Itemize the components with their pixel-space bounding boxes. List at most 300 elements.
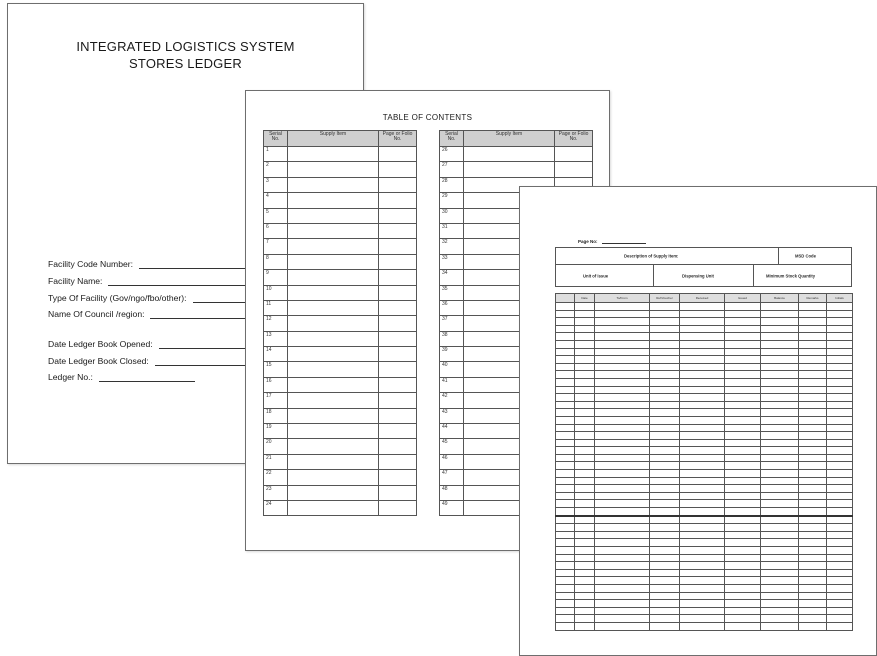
toc-serial-cell: 14 bbox=[264, 347, 288, 362]
ledger-cell bbox=[650, 409, 680, 417]
ledger-cell bbox=[725, 462, 761, 470]
ledger-entry-row bbox=[556, 577, 853, 585]
ledger-entry-row bbox=[556, 310, 853, 318]
ledger-cell bbox=[575, 492, 595, 500]
ledger-cell bbox=[761, 600, 799, 608]
ledger-cell bbox=[556, 303, 575, 311]
ledger-cell bbox=[556, 310, 575, 318]
ledger-cell bbox=[595, 325, 650, 333]
ledger-entry-row bbox=[556, 386, 853, 394]
toc-page-cell bbox=[555, 162, 593, 177]
ledger-cell bbox=[827, 333, 853, 341]
toc-page-cell bbox=[379, 300, 417, 315]
ledger-cell bbox=[650, 447, 680, 455]
ledger-cell bbox=[827, 325, 853, 333]
ledger-cell bbox=[595, 439, 650, 447]
toc-item-header: Supply Item bbox=[464, 131, 555, 147]
ledger-cell bbox=[725, 424, 761, 432]
ledger-cell bbox=[575, 432, 595, 440]
ledger-cell bbox=[650, 539, 680, 547]
ledger-cell bbox=[725, 592, 761, 600]
ledger-cell bbox=[650, 310, 680, 318]
ledger-cell bbox=[556, 592, 575, 600]
ledger-cell bbox=[680, 584, 725, 592]
ledger-cell bbox=[556, 447, 575, 455]
toc-page-cell bbox=[379, 316, 417, 331]
toc-page-cell bbox=[379, 362, 417, 377]
ledger-cell bbox=[799, 439, 827, 447]
ledger-cell bbox=[827, 508, 853, 516]
ledger-entry-row bbox=[556, 378, 853, 386]
ledger-cell bbox=[556, 562, 575, 570]
ledger-cell bbox=[827, 531, 853, 539]
ledger-cell bbox=[575, 401, 595, 409]
toc-serial-cell: 15 bbox=[264, 362, 288, 377]
ledger-cell bbox=[595, 524, 650, 532]
ledger-cell bbox=[725, 500, 761, 508]
ledger-cell bbox=[827, 439, 853, 447]
ledger-cell bbox=[799, 378, 827, 386]
toc-serial-cell: 5 bbox=[264, 208, 288, 223]
ledger-cell bbox=[827, 401, 853, 409]
ledger-entry-row bbox=[556, 500, 853, 508]
toc-page-cell bbox=[379, 331, 417, 346]
ledger-cell bbox=[761, 584, 799, 592]
toc-serial-cell: 4 bbox=[264, 193, 288, 208]
ledger-cell bbox=[575, 470, 595, 478]
ledger-entry-row bbox=[556, 318, 853, 326]
toc-serial-cell: 2 bbox=[264, 162, 288, 177]
toc-serial-cell: 42 bbox=[440, 393, 464, 408]
toc-header-row bbox=[440, 131, 593, 147]
ledger-cell bbox=[799, 432, 827, 440]
ledger-cell bbox=[556, 477, 575, 485]
toc-page-header: Page or Folio No. bbox=[555, 131, 593, 147]
ledger-entry-row bbox=[556, 477, 853, 485]
facility-type-label: Type Of Facility (Gov/ngo/fbo/other): bbox=[48, 293, 187, 303]
toc-serial-cell: 11 bbox=[264, 300, 288, 315]
ledger-cell bbox=[725, 492, 761, 500]
toc-row bbox=[264, 162, 417, 177]
ledger-cell bbox=[575, 325, 595, 333]
toc-serial-cell: 18 bbox=[264, 408, 288, 423]
ledger-cell bbox=[575, 584, 595, 592]
toc-serial-cell: 6 bbox=[264, 223, 288, 238]
ledger-entry-row bbox=[556, 516, 853, 524]
ledger-cell bbox=[680, 622, 725, 630]
toc-serial-cell: 7 bbox=[264, 239, 288, 254]
ledger-cell bbox=[725, 340, 761, 348]
ledger-cell bbox=[556, 401, 575, 409]
ledger-cell bbox=[575, 524, 595, 532]
ledger-cell bbox=[799, 569, 827, 577]
toc-item-cell bbox=[464, 162, 555, 177]
ledger-cell bbox=[761, 454, 799, 462]
ledger-cell bbox=[761, 516, 799, 524]
ledger-blank-header bbox=[556, 294, 575, 303]
ledger-entry-row bbox=[556, 401, 853, 409]
ledger-entry-row bbox=[556, 539, 853, 547]
facility-name-label: Facility Name: bbox=[48, 276, 103, 286]
page-number-label: Page No: bbox=[578, 239, 598, 244]
toc-row bbox=[264, 377, 417, 392]
toc-row bbox=[264, 316, 417, 331]
toc-serial-cell: 37 bbox=[440, 316, 464, 331]
ledger-cell bbox=[827, 462, 853, 470]
toc-row bbox=[264, 439, 417, 454]
ledger-cell bbox=[725, 600, 761, 608]
ledger-cell bbox=[650, 569, 680, 577]
ledger-cell bbox=[680, 592, 725, 600]
ledger-cell bbox=[761, 622, 799, 630]
council-region-label: Name Of Council /region: bbox=[48, 309, 145, 319]
ledger-cell bbox=[595, 592, 650, 600]
ledger-cell bbox=[827, 340, 853, 348]
ledger-entry-row bbox=[556, 547, 853, 555]
ledger-cell bbox=[725, 348, 761, 356]
ledger-cell bbox=[799, 554, 827, 562]
toc-serial-cell: 49 bbox=[440, 500, 464, 515]
ledger-cell bbox=[761, 531, 799, 539]
ledger-cell bbox=[680, 539, 725, 547]
ledger-cell bbox=[761, 424, 799, 432]
toc-row bbox=[264, 485, 417, 500]
toc-page-cell bbox=[379, 424, 417, 439]
toc-page-cell bbox=[379, 285, 417, 300]
ledger-number-label: Ledger No.: bbox=[48, 372, 93, 382]
ledger-cell bbox=[556, 600, 575, 608]
ledger-entry-row bbox=[556, 492, 853, 500]
ledger-cell bbox=[575, 477, 595, 485]
ledger-cell bbox=[575, 592, 595, 600]
ledger-cell bbox=[595, 401, 650, 409]
toc-page-cell bbox=[379, 485, 417, 500]
ledger-col-date: Date bbox=[575, 294, 595, 303]
toc-item-cell bbox=[288, 147, 379, 162]
ledger-cell bbox=[575, 439, 595, 447]
toc-serial-cell: 10 bbox=[264, 285, 288, 300]
toc-item-cell bbox=[288, 424, 379, 439]
ledger-cell bbox=[595, 577, 650, 585]
ledger-cell bbox=[799, 562, 827, 570]
ledger-cell bbox=[799, 485, 827, 493]
ledger-cell bbox=[761, 356, 799, 364]
ledger-cell bbox=[725, 439, 761, 447]
ledger-entry-row bbox=[556, 409, 853, 417]
ledger-cell bbox=[575, 386, 595, 394]
toc-title: TABLE OF CONTENTS bbox=[382, 113, 473, 122]
toc-item-cell bbox=[288, 254, 379, 269]
ledger-cell bbox=[595, 394, 650, 402]
ledger-cell bbox=[575, 356, 595, 364]
toc-item-cell bbox=[288, 316, 379, 331]
toc-page-cell bbox=[379, 500, 417, 515]
ledger-cell bbox=[761, 333, 799, 341]
ledger-cell bbox=[827, 303, 853, 311]
ledger-cell bbox=[556, 539, 575, 547]
ledger-entry-row bbox=[556, 439, 853, 447]
ledger-cell bbox=[575, 454, 595, 462]
ledger-entry-row bbox=[556, 592, 853, 600]
ledger-cell bbox=[761, 508, 799, 516]
toc-row bbox=[264, 147, 417, 162]
ledger-cell bbox=[556, 371, 575, 379]
toc-item-cell bbox=[288, 347, 379, 362]
ledger-entry-row bbox=[556, 356, 853, 364]
ledger-cell bbox=[650, 462, 680, 470]
ledger-cell bbox=[680, 454, 725, 462]
ledger-cell bbox=[595, 539, 650, 547]
ledger-cell bbox=[827, 600, 853, 608]
ledger-cell bbox=[575, 363, 595, 371]
ledger-cell bbox=[827, 394, 853, 402]
ledger-cell bbox=[761, 409, 799, 417]
ledger-cell bbox=[799, 592, 827, 600]
ledger-entry-row bbox=[556, 569, 853, 577]
toc-serial-cell: 9 bbox=[264, 270, 288, 285]
ledger-cell bbox=[827, 356, 853, 364]
ledger-cell bbox=[799, 409, 827, 417]
ledger-cell bbox=[761, 416, 799, 424]
ledger-cell bbox=[556, 607, 575, 615]
toc-item-cell bbox=[288, 177, 379, 192]
ledger-cell bbox=[827, 432, 853, 440]
toc-item-cell bbox=[288, 285, 379, 300]
ledger-cell bbox=[650, 303, 680, 311]
ledger-cell bbox=[761, 386, 799, 394]
ledger-cell bbox=[680, 470, 725, 478]
ledger-cell bbox=[680, 524, 725, 532]
ledger-cell bbox=[799, 386, 827, 394]
ledger-cell bbox=[650, 554, 680, 562]
ledger-cell bbox=[575, 615, 595, 623]
ledger-cell bbox=[556, 318, 575, 326]
ledger-cell bbox=[827, 615, 853, 623]
ledger-cell bbox=[575, 516, 595, 524]
ledger-cell bbox=[680, 577, 725, 585]
toc-item-cell bbox=[288, 454, 379, 469]
ledger-cell bbox=[827, 562, 853, 570]
ledger-cell bbox=[575, 416, 595, 424]
ledger-entry-row bbox=[556, 622, 853, 630]
ledger-cell bbox=[680, 500, 725, 508]
ledger-cell bbox=[575, 340, 595, 348]
ledger-cell bbox=[650, 607, 680, 615]
ledger-entry-row bbox=[556, 348, 853, 356]
ledger-cell bbox=[575, 562, 595, 570]
ledger-cell bbox=[650, 500, 680, 508]
toc-row bbox=[264, 254, 417, 269]
ledger-cell bbox=[680, 401, 725, 409]
ledger-cell bbox=[761, 554, 799, 562]
toc-row bbox=[264, 362, 417, 377]
ledger-cell bbox=[680, 386, 725, 394]
ledger-cell bbox=[595, 554, 650, 562]
ledger-cell bbox=[650, 356, 680, 364]
ledger-cell bbox=[595, 333, 650, 341]
toc-item-header: Supply Item bbox=[288, 131, 379, 147]
ledger-cell bbox=[575, 539, 595, 547]
page-number-field bbox=[578, 239, 646, 244]
ledger-cell bbox=[725, 416, 761, 424]
ledger-cell bbox=[761, 318, 799, 326]
toc-page-header: Page or Folio No. bbox=[379, 131, 417, 147]
ledger-cell bbox=[827, 363, 853, 371]
ledger-cell bbox=[680, 547, 725, 555]
ledger-cell bbox=[827, 470, 853, 478]
ledger-cell bbox=[799, 500, 827, 508]
msd-code-label: MSD Code bbox=[795, 253, 816, 259]
toc-item-cell bbox=[288, 470, 379, 485]
ledger-cell bbox=[827, 500, 853, 508]
ledger-cell bbox=[556, 340, 575, 348]
ledger-cell bbox=[556, 547, 575, 555]
ledger-cell bbox=[595, 371, 650, 379]
ledger-cell bbox=[556, 333, 575, 341]
ledger-cell bbox=[556, 569, 575, 577]
ledger-entry-row bbox=[556, 485, 853, 493]
ledger-cell bbox=[680, 340, 725, 348]
ledger-cell bbox=[827, 424, 853, 432]
ledger-cell bbox=[799, 363, 827, 371]
ledger-cell bbox=[680, 424, 725, 432]
ledger-cell bbox=[680, 409, 725, 417]
toc-item-cell bbox=[464, 147, 555, 162]
toc-serial-cell: 38 bbox=[440, 331, 464, 346]
ledger-cell bbox=[595, 416, 650, 424]
toc-serial-cell: 20 bbox=[264, 439, 288, 454]
ledger-cell bbox=[799, 325, 827, 333]
ledger-cell bbox=[556, 363, 575, 371]
ledger-cell bbox=[725, 371, 761, 379]
ledger-cell bbox=[799, 333, 827, 341]
ledger-cell bbox=[725, 454, 761, 462]
ledger-cell bbox=[725, 378, 761, 386]
toc-serial-cell: 36 bbox=[440, 300, 464, 315]
ledger-cell bbox=[799, 462, 827, 470]
ledger-cell bbox=[650, 577, 680, 585]
cover-title-line2: STORES LEDGER bbox=[129, 56, 242, 71]
toc-serial-cell: 23 bbox=[264, 485, 288, 500]
ledger-cell bbox=[575, 462, 595, 470]
ledger-cell bbox=[575, 600, 595, 608]
ledger-cell bbox=[680, 333, 725, 341]
ledger-cell bbox=[575, 310, 595, 318]
ledger-cell bbox=[725, 531, 761, 539]
ledger-cell bbox=[827, 477, 853, 485]
toc-page-cell bbox=[379, 377, 417, 392]
toc-page-cell bbox=[379, 347, 417, 362]
ledger-cell bbox=[556, 394, 575, 402]
ledger-cell bbox=[680, 348, 725, 356]
ledger-cell bbox=[556, 615, 575, 623]
ledger-cell bbox=[725, 447, 761, 455]
ledger-cell bbox=[761, 310, 799, 318]
ledger-entry-row bbox=[556, 607, 853, 615]
toc-serial-cell: 28 bbox=[440, 177, 464, 192]
ledger-cell bbox=[761, 615, 799, 623]
ledger-cell bbox=[650, 562, 680, 570]
ledger-cell bbox=[761, 500, 799, 508]
ledger-cell bbox=[595, 348, 650, 356]
toc-row bbox=[264, 454, 417, 469]
toc-serial-cell: 35 bbox=[440, 285, 464, 300]
toc-serial-header: Serial No. bbox=[264, 131, 288, 147]
ledger-cell bbox=[725, 539, 761, 547]
toc-page-cell bbox=[379, 162, 417, 177]
ledger-cell bbox=[827, 547, 853, 555]
ledger-col-ref-voucher: Ref/Voucher bbox=[650, 294, 680, 303]
toc-item-cell bbox=[288, 362, 379, 377]
ledger-cell bbox=[761, 432, 799, 440]
toc-row bbox=[264, 177, 417, 192]
toc-serial-cell: 43 bbox=[440, 408, 464, 423]
facility-code-label: Facility Code Number: bbox=[48, 259, 134, 269]
ledger-cell bbox=[650, 584, 680, 592]
ledger-cell bbox=[650, 477, 680, 485]
ledger-cell bbox=[680, 607, 725, 615]
ledger-cell bbox=[761, 485, 799, 493]
ledger-cell bbox=[556, 325, 575, 333]
ledger-cell bbox=[556, 378, 575, 386]
ledger-cell bbox=[827, 310, 853, 318]
ledger-cell bbox=[575, 485, 595, 493]
ledger-cell bbox=[799, 539, 827, 547]
dispensing-unit-label: Dispensing Unit bbox=[682, 273, 714, 278]
toc-serial-cell: 19 bbox=[264, 424, 288, 439]
toc-item-cell bbox=[288, 377, 379, 392]
ledger-cell bbox=[650, 508, 680, 516]
ledger-cell bbox=[575, 547, 595, 555]
toc-row bbox=[264, 270, 417, 285]
ledger-entry-row bbox=[556, 325, 853, 333]
ledger-cell bbox=[556, 492, 575, 500]
ledger-cell bbox=[595, 363, 650, 371]
ledger-cell bbox=[575, 607, 595, 615]
ledger-cell bbox=[725, 310, 761, 318]
ledger-cell bbox=[799, 516, 827, 524]
ledger-entry-row bbox=[556, 432, 853, 440]
toc-serial-cell: 32 bbox=[440, 239, 464, 254]
ledger-cell bbox=[799, 600, 827, 608]
ledger-cell bbox=[680, 416, 725, 424]
toc-item-cell bbox=[288, 162, 379, 177]
ledger-cell bbox=[650, 439, 680, 447]
ledger-cell bbox=[725, 333, 761, 341]
toc-row bbox=[264, 393, 417, 408]
ledger-cell bbox=[725, 477, 761, 485]
ledger-cell bbox=[595, 622, 650, 630]
ledger-cell bbox=[680, 371, 725, 379]
ledger-cell bbox=[725, 554, 761, 562]
ledger-cell bbox=[595, 500, 650, 508]
ledger-cell bbox=[556, 508, 575, 516]
ledger-cell bbox=[827, 409, 853, 417]
ledger-entry-row bbox=[556, 454, 853, 462]
ledger-cell bbox=[650, 432, 680, 440]
ledger-cell bbox=[595, 318, 650, 326]
ledger-cell bbox=[799, 447, 827, 455]
toc-page-cell bbox=[379, 270, 417, 285]
ledger-cell bbox=[650, 416, 680, 424]
minimum-stock-label: Minimum Stock Quantity bbox=[766, 273, 816, 278]
ledger-cell bbox=[556, 531, 575, 539]
toc-serial-cell: 45 bbox=[440, 439, 464, 454]
ledger-entries-table bbox=[555, 293, 853, 631]
ledger-entry-row bbox=[556, 554, 853, 562]
ledger-cell bbox=[650, 454, 680, 462]
ledger-cell bbox=[799, 615, 827, 623]
